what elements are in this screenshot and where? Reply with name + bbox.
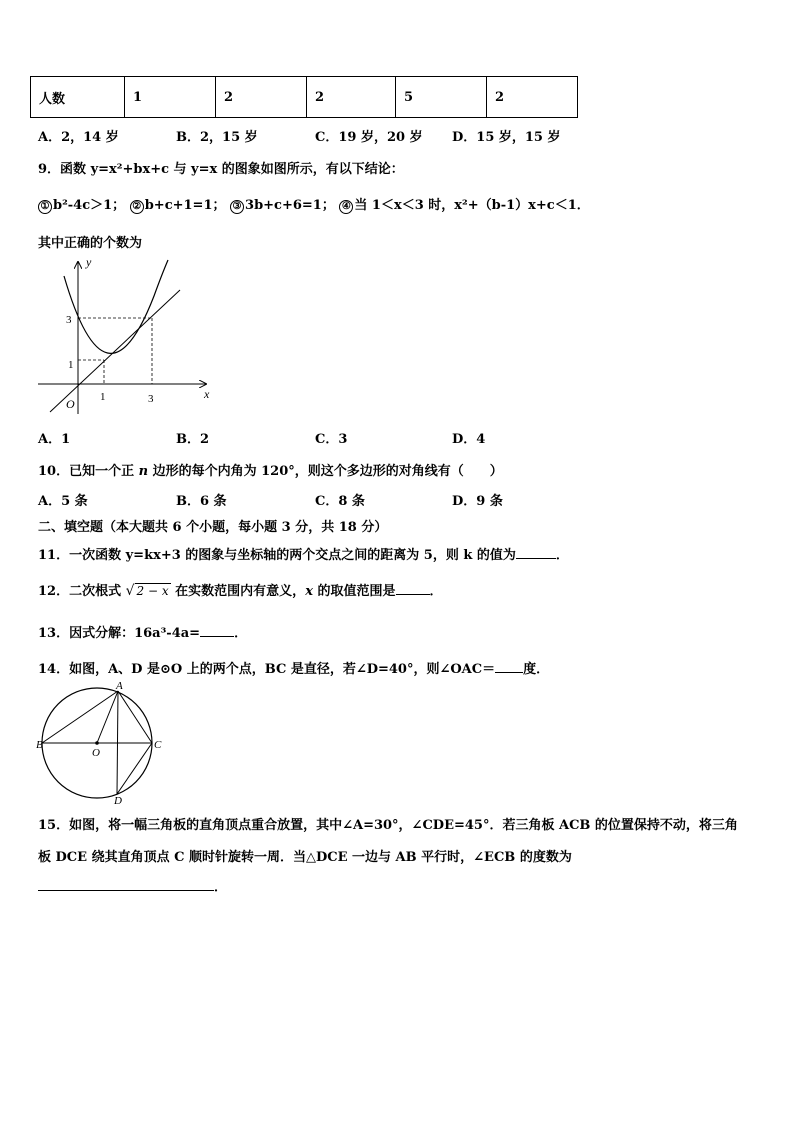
q9-function-graph <box>30 252 220 420</box>
q8-option-d: D．15 岁，15 岁 <box>452 130 561 145</box>
x-axis-label: x <box>204 387 210 401</box>
q8-option-b: B．2，15 岁 <box>176 130 258 145</box>
q14-pre: 14．如图，A、D 是⊙O 上的两个点，BC 是直径，若∠D=40°，则∠OAC＝ <box>38 662 496 677</box>
tick-label-x1: 1 <box>100 391 106 403</box>
answer-blank[interactable] <box>38 890 214 891</box>
q12-post: 的取值范围是 <box>317 584 396 599</box>
q10-option-d: D．9 条 <box>452 494 503 509</box>
tick-label-x3: 3 <box>148 393 154 405</box>
label-c: C <box>154 739 162 751</box>
segment-ac <box>118 691 152 743</box>
y-axis-label: y <box>86 255 92 269</box>
q9-title: 9．函数 y=x²+bx+c 与 y=x 的图象如图所示，有以下结论： <box>38 162 404 177</box>
conclusion-1: b²-4c＞1； <box>53 198 126 213</box>
q15-line1: 15．如图，将一幅三角板的直角顶点重合放置，其中∠A=30°，∠CDE=45°．若三角板 ACB 的位置保持不动，将三角 <box>38 818 738 833</box>
q15-line2: 板 DCE 绕其直角顶点 C 顺时针旋转一周．当△DCE 一边与 AB 平行时，∠ECB 的度数为 <box>38 850 572 865</box>
answer-blank[interactable] <box>396 594 430 595</box>
q8-option-a: A．2，14 岁 <box>38 130 119 145</box>
q11-text <box>38 544 569 563</box>
q10-title <box>38 460 503 479</box>
q12-text <box>38 580 443 599</box>
q9-option-d: D．4 <box>452 432 486 447</box>
marker-3: ③ <box>230 200 244 214</box>
period: ． <box>429 584 443 599</box>
period: ． <box>214 880 228 895</box>
table-cell: 2 <box>487 77 578 118</box>
period: ． <box>555 548 569 563</box>
q9-conclusions <box>38 194 590 214</box>
conclusion-4: 当 1＜x＜3 时，x²+（b-1）x+c＜1． <box>354 198 590 213</box>
q10-n: n <box>138 464 149 479</box>
q10-title-post: 边形的每个内角为 120°，则这个多边形的对角线有（ ） <box>152 464 503 479</box>
tick-label-y1: 1 <box>68 359 74 371</box>
q12-pre: 12．二次根式 <box>38 584 122 599</box>
table-cell: 5 <box>396 77 487 118</box>
origin-label: O <box>66 397 75 411</box>
marker-1: ① <box>38 200 52 214</box>
label-o: O <box>92 747 100 759</box>
q12-x: x <box>305 584 313 599</box>
q10-option-b: B．6 条 <box>176 494 227 509</box>
q12-mid: 在实数范围内有意义， <box>175 584 306 599</box>
q9-option-b: B．2 <box>176 432 210 447</box>
table-row <box>31 77 578 118</box>
q11-body: 11．一次函数 y=kx+3 的图象与坐标轴的两个交点之间的距离为 5，则 k 的值为 <box>38 548 516 563</box>
conclusion-2: b+c+1=1； <box>144 198 226 213</box>
q9-option-c: C．3 <box>315 432 348 447</box>
label-a: A <box>116 680 123 692</box>
q9-question: 其中正确的个数为 <box>38 236 143 251</box>
segment-ad <box>117 691 118 794</box>
label-b: B <box>36 739 43 751</box>
marker-2: ② <box>130 200 144 214</box>
age-count-table <box>30 76 578 118</box>
answer-blank[interactable] <box>200 636 234 637</box>
table-cell: 2 <box>307 77 396 118</box>
q14-post: 度． <box>523 662 550 677</box>
q10-option-a: A．5 条 <box>38 494 88 509</box>
center-point <box>95 741 99 745</box>
q12-radicand: 2 − x <box>136 584 169 598</box>
q8-option-c: C．19 岁，20 岁 <box>315 130 423 145</box>
label-d: D <box>114 795 122 806</box>
sqrt-icon: √ <box>125 583 135 599</box>
conclusion-3: 3b+c+6=1； <box>245 198 335 213</box>
period: ． <box>234 626 248 641</box>
segment-dc <box>117 743 152 794</box>
q9-option-a: A．1 <box>38 432 71 447</box>
answer-blank[interactable] <box>516 558 556 559</box>
line-y-equals-x <box>50 290 180 412</box>
table-cell: 2 <box>216 77 307 118</box>
marker-4: ④ <box>339 200 353 214</box>
q14-text <box>38 658 549 677</box>
q13-text <box>38 622 247 641</box>
answer-blank[interactable] <box>495 672 523 673</box>
q10-option-c: C．8 条 <box>315 494 365 509</box>
section-heading: 二、填空题（本大题共 6 个小题，每小题 3 分，共 18 分） <box>38 520 388 535</box>
table-cell: 1 <box>125 77 216 118</box>
q14-circle-figure <box>36 680 170 806</box>
q10-title-pre: 10．已知一个正 <box>38 464 135 479</box>
q15-answer-line <box>38 876 227 895</box>
tick-label-y3: 3 <box>66 314 72 326</box>
segment-ao <box>97 691 118 743</box>
q13-body: 13．因式分解：16a³-4a= <box>38 626 201 641</box>
table-cell: 人数 <box>31 77 125 118</box>
segment-ab <box>42 691 118 743</box>
